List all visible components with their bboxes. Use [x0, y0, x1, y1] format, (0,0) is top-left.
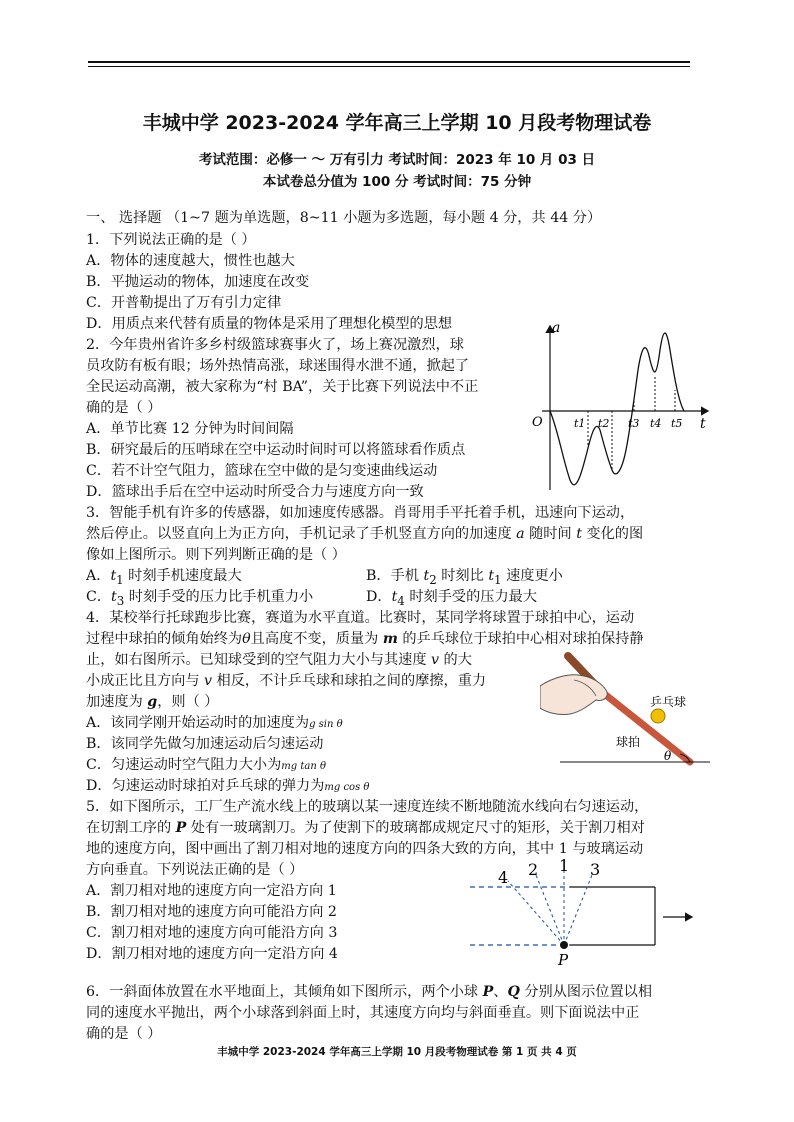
q1-option-b: B．平抛运动的物体，加速度在改变 — [86, 274, 310, 290]
point-p-label: P — [558, 951, 569, 969]
graph-tick-t5: t5 — [671, 417, 683, 430]
q4-stem-line1: 4．某校举行托球跑步比赛，赛道为水平直道。比赛时，某同学将球置于球拍中心，运动 — [86, 610, 635, 626]
q2-option-a: A．单节比赛 12 分钟为时间间隔 — [86, 421, 294, 437]
angle-label: θ — [664, 749, 672, 763]
q5-option-b: B．割刀相对地的速度方向可能沿方向 2 — [86, 904, 337, 920]
section-heading: 一、 选择题 （1~7 题为单选题，8~11 小题为多选题，每小题 4 分，共 44 分） — [86, 210, 602, 226]
q4-option-a: A．该同学刚开始运动时的加速度为g sin θ — [86, 715, 343, 731]
header-rule-thin — [88, 66, 690, 67]
q3-option-d: D．$t_4$ 时刻手受的压力最大 — [366, 589, 538, 608]
graph-curve — [550, 333, 684, 485]
q6-stem-line2: 同的速度水平抛出，两个小球落到斜面上时，其速度方向均与斜面垂直。则下面说法中正 — [86, 1005, 640, 1021]
q1-option-a: A．物体的速度越大，惯性也越大 — [86, 253, 295, 269]
q5-option-c: C．割刀相对地的速度方向可能沿方向 3 — [86, 925, 338, 941]
q5-option-d: D．割刀相对地的速度方向一定沿方向 4 — [86, 946, 338, 962]
acceleration-time-graph — [530, 320, 720, 495]
direction-label-2: 2 — [528, 860, 539, 879]
page-footer: 丰城中学 2023-2024 学年高三上学期 10 月段考物理试卷 第 1 页 共 4 页 — [217, 1046, 577, 1058]
direction-label-1: 1 — [559, 856, 570, 875]
graph-tick-t4: t4 — [650, 417, 662, 430]
direction-label-3: 3 — [590, 860, 601, 879]
q2-option-c: C．若不计空气阻力，篮球在空中做的是匀变速曲线运动 — [86, 463, 438, 479]
q5-stem-line1: 5．如下图所示，工厂生产流水线上的玻璃以某一速度连续不断地随流水线向右匀速运动， — [86, 799, 649, 815]
q5-stem-line4: 方向垂直。下列说法正确的是（ ） — [86, 862, 304, 878]
q2-stem-line4: 确的是（ ） — [86, 400, 162, 416]
exam-info-line1: 考试范围：必修一 ～ 万有引力 考试时间：2023 年 10 月 03 日 — [198, 152, 596, 168]
ping-pong-ball — [651, 709, 665, 723]
graph-tick-t1: t1 — [574, 417, 586, 430]
q2-stem-line2: 员攻防有板有眼；场外热情高涨，球迷围得水泄不通，掀起了 — [86, 358, 470, 374]
glass-cutter-figure — [460, 855, 700, 970]
q3-option-c: C．$t_3$ 时刻手受的压力比手机重力小 — [86, 589, 314, 608]
q3-stem-line2: 然后停止。以竖直向上为正方向，手机记录了手机竖直方向的加速度 a 随时间 t 变化的图 — [86, 526, 644, 542]
header-rule-thick — [88, 61, 690, 63]
graph-origin-label: O — [532, 415, 543, 430]
q4-stem-line3: 止，如右图所示。已知球受到的空气阻力大小与其速度 v 的大 — [86, 652, 472, 668]
graph-axis-a-label: a — [552, 320, 561, 336]
exam-info-line2: 本试卷总分值为 100 分 考试时间：75 分钟 — [262, 174, 532, 190]
q3-stem-line1: 3．智能手机有许多的传感器，如加速度传感器。肖哥用手平托着手机，迅速向下运动， — [86, 505, 635, 521]
q6-stem-line1: 6．一斜面体放置在水平地面上，其倾角如下图所示，两个小球 P、Q 分别从图示位置以相 — [86, 984, 653, 1000]
q4-option-d: D．匀速运动时球拍对乒乓球的弹力为mg cos θ — [86, 778, 370, 794]
q3-option-b: B．手机 $t_2$ 时刻比 $t_1$ 速度更小 — [366, 568, 563, 587]
q3-stem-line3: 像如上图所示。则下列判断正确的是（ ） — [86, 547, 346, 563]
q5-option-a: A．割刀相对地的速度方向一定沿方向 1 — [86, 883, 337, 899]
q4-stem-line5: 加速度为 g，则（ ） — [86, 694, 219, 710]
q1-stem: 1．下列说法正确的是（ ） — [86, 232, 256, 248]
q6-stem-line3: 确的是（ ） — [86, 1026, 162, 1042]
page-title: 丰城中学 2023-2024 学年高三上学期 10 月段考物理试卷 — [142, 112, 652, 134]
direction-label-4: 4 — [498, 868, 509, 887]
q3-option-a: A．$t_1$ 时刻手机速度最大 — [86, 568, 242, 587]
q2-option-d: D．篮球出手后在空中运动时所受合力与速度方向一致 — [86, 484, 424, 500]
q5-stem-line2: 在切割工序的 P 处有一玻璃割刀。为了使割下的玻璃都成规定尺寸的矩形，关于割刀相对 — [86, 820, 645, 836]
ball-label: 乒乓球 — [650, 695, 687, 709]
q1-option-c: C．开普勒提出了万有引力定律 — [86, 295, 282, 311]
q4-option-c: C．匀速运动时空气阻力大小为mg tan θ — [86, 757, 326, 773]
q2-option-b: B．研究最后的压哨球在空中运动时间时可以将篮球看作质点 — [86, 442, 466, 458]
q5-stem-line3: 地的速度方向，图中画出了割刀相对地的速度方向的四条大致的方向，其中 1 与玻璃运动 — [86, 841, 644, 857]
paddle-figure — [540, 650, 715, 770]
q2-stem-line3: 全民运动高潮，被大家称为“村 BA”，关于比赛下列说法中不正 — [86, 379, 479, 395]
graph-tick-t3: t3 — [628, 417, 640, 430]
cutter-point — [560, 941, 568, 949]
graph-axis-t-label: t — [700, 416, 706, 432]
q1-option-d: D．用质点来代替有质量的物体是采用了理想化模型的思想 — [86, 316, 453, 332]
q4-option-b: B．该同学先做匀加速运动后匀速运动 — [86, 736, 324, 752]
graph-tick-t2: t2 — [598, 417, 610, 430]
q4-stem-line4: 小成正比且方向与 v 相反，不计乒乓球和球拍之间的摩擦，重力 — [86, 673, 487, 689]
hand-icon — [540, 675, 607, 715]
q4-stem-line2: 过程中球拍的倾角始终为θ且高度不变，质量为 m 的乒乓球位于球拍中心相对球拍保持静 — [86, 631, 644, 647]
q2-stem-line1: 2．今年贵州省许多乡村级篮球赛事火了，场上赛况激烈，球 — [86, 337, 464, 353]
paddle-label: 球拍 — [616, 735, 641, 749]
